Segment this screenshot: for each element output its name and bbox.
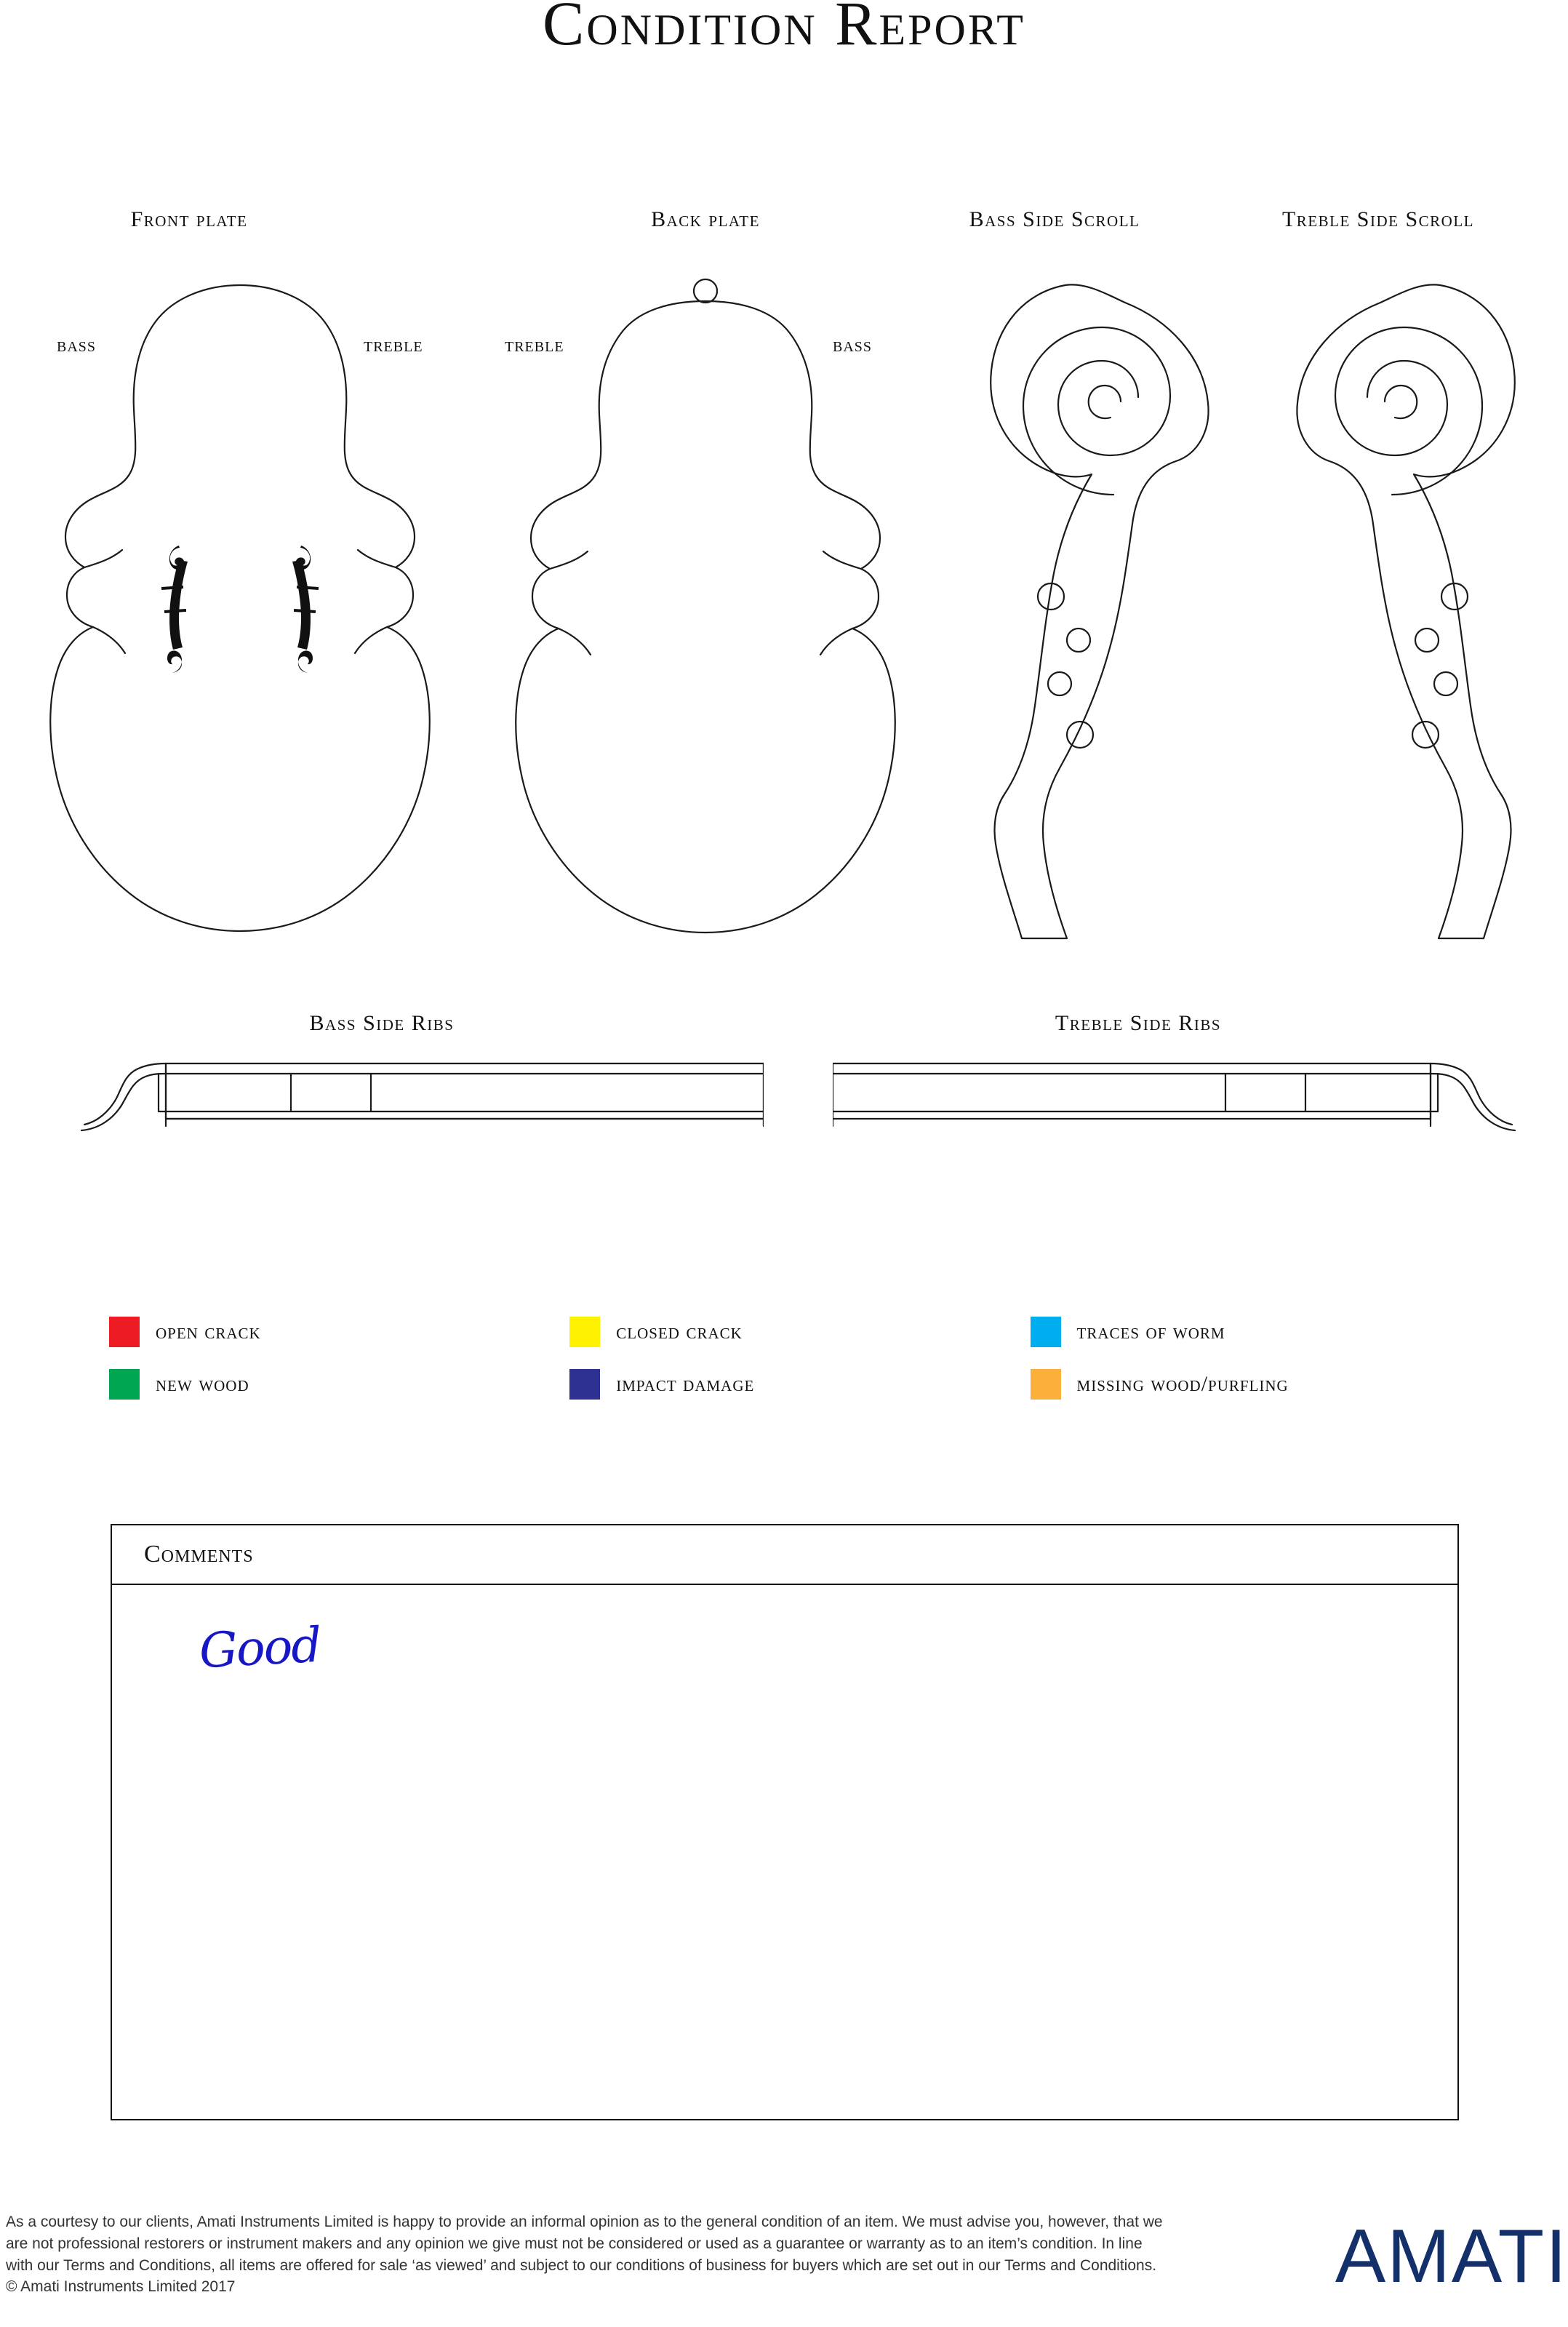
comments-header (112, 1525, 1457, 1585)
f-hole-right (292, 546, 319, 673)
legend-row-2 (109, 1369, 1491, 1400)
comments-box[interactable] (111, 1524, 1459, 2120)
legend-label-impact-damage: impact damage (616, 1372, 755, 1396)
legend-label-open-crack: open crack (156, 1320, 261, 1344)
bass-side-ribs-diagram[interactable] (80, 1040, 764, 1135)
swatch-new-wood (109, 1369, 140, 1400)
legend-label-closed-crack: closed crack (616, 1320, 743, 1344)
comments-value: Good (198, 1616, 322, 1680)
swatch-closed-crack (569, 1317, 600, 1347)
front-plate-diagram[interactable] (36, 269, 444, 946)
legend-item-closed-crack[interactable] (569, 1317, 1030, 1347)
caption-front-plate: Front plate (130, 207, 248, 231)
treble-side-scroll-diagram[interactable] (1287, 269, 1535, 946)
legend-item-traces-of-worm[interactable] (1031, 1317, 1491, 1347)
legend-item-missing-wood-purfling[interactable] (1031, 1369, 1491, 1400)
legend-item-impact-damage[interactable] (569, 1369, 1030, 1400)
swatch-missing-wood-purfling (1031, 1369, 1061, 1400)
caption-treble-side-scroll: Treble Side Scroll (1281, 207, 1474, 231)
damage-legend (109, 1317, 1491, 1421)
swatch-traces-of-worm (1031, 1317, 1061, 1347)
back-plate-treble-label: TREBLE (505, 339, 564, 355)
legend-row-1 (109, 1317, 1491, 1347)
amati-logo: AMATI (1335, 2214, 1568, 2299)
swatch-impact-damage (569, 1369, 600, 1400)
swatch-open-crack (109, 1317, 140, 1347)
bass-side-scroll-diagram[interactable] (971, 269, 1218, 946)
caption-bass-side-scroll: Bass Side Scroll (969, 207, 1140, 231)
page-title: Condition Report (543, 0, 1025, 58)
legend-item-open-crack[interactable] (109, 1317, 569, 1347)
footer-disclaimer: As a courtesy to our clients, Amati Instruments Limited is happy to provide an informal opinion as to the general condition of an item. We must advise you, however, that we are not professional restorers or instrument makers and any opinion we give must not be considered or used as a guarantee or warranty as to an item’s condition. In line with our Terms and Conditions, all items are offered for sale ‘as viewed’ and subject to our conditions of business for buyers which are set out in our Terms and Conditions. © Amati Instruments Limited 2017 (6, 2214, 1163, 2296)
back-plate-diagram[interactable] (502, 269, 909, 946)
legend-label-missing-wood-purfling: missing wood/purfling (1076, 1372, 1289, 1396)
legend-item-new-wood[interactable] (109, 1369, 569, 1400)
caption-bass-side-ribs: Bass Side Ribs (309, 1011, 455, 1035)
front-plate-treble-label: TREBLE (364, 339, 423, 355)
front-plate-bass-label: BASS (57, 339, 97, 355)
f-hole-left (161, 546, 188, 673)
treble-side-ribs-diagram[interactable] (833, 1040, 1516, 1135)
back-plate-bass-label: BASS (833, 339, 873, 355)
comments-field[interactable] (112, 1585, 1457, 2120)
caption-treble-side-ribs: Treble Side Ribs (1055, 1011, 1222, 1035)
caption-back-plate: Back plate (651, 207, 760, 231)
legend-label-new-wood: new wood (156, 1372, 249, 1396)
comments-title: Comments (144, 1541, 254, 1568)
legend-label-traces-of-worm: traces of worm (1076, 1320, 1225, 1344)
